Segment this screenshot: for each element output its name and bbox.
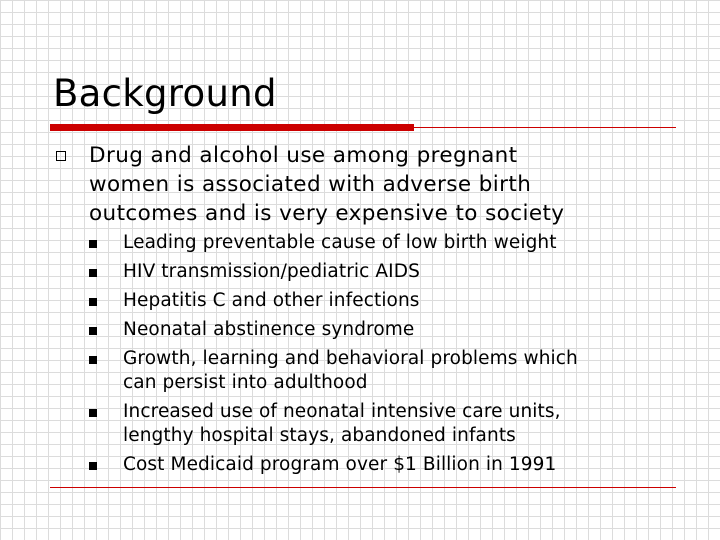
sub-bullet-icon (89, 462, 97, 470)
sub-bullet-icon (89, 409, 97, 417)
sub-point-line: Leading preventable cause of low birth weight (123, 232, 557, 253)
sub-point-text (123, 318, 683, 342)
sub-point-text (123, 289, 683, 313)
sub-bullet-icon (89, 298, 97, 306)
sub-bullet-icon (89, 356, 97, 364)
main-point-line: women is associated with adverse birth (89, 172, 532, 197)
main-point (89, 141, 679, 228)
title-underline-bar (50, 124, 414, 131)
sub-point-text (123, 347, 683, 395)
sub-point-line: Hepatitis C and other infections (123, 290, 420, 311)
sub-point-line: can persist into adulthood (123, 372, 368, 393)
sub-point-line: lengthy hospital stays, abandoned infants (123, 425, 516, 446)
sub-bullet-icon (89, 240, 97, 248)
sub-point-line: Increased use of neonatal intensive care units, (123, 401, 561, 422)
main-point-line: outcomes and is very expensive to society (89, 201, 565, 226)
sub-point-text (123, 400, 683, 448)
sub-bullet-icon (89, 327, 97, 335)
sub-point-line: Growth, learning and behavioral problems which (123, 348, 578, 369)
title-underline-line (414, 127, 676, 128)
main-point-line: Drug and alcohol use among pregnant (89, 143, 518, 168)
sub-point-text (123, 260, 683, 284)
slide-title: Background (53, 72, 277, 115)
sub-point-text (123, 231, 683, 255)
footer-rule (50, 487, 676, 488)
sub-bullet-icon (89, 269, 97, 277)
sub-point-line: Neonatal abstinence syndrome (123, 319, 415, 340)
sub-point-text (123, 453, 683, 477)
main-bullet-icon (56, 151, 66, 161)
sub-point-line: HIV transmission/pediatric AIDS (123, 261, 420, 282)
sub-point-line: Cost Medicaid program over $1 Billion in 1991 (123, 454, 557, 475)
